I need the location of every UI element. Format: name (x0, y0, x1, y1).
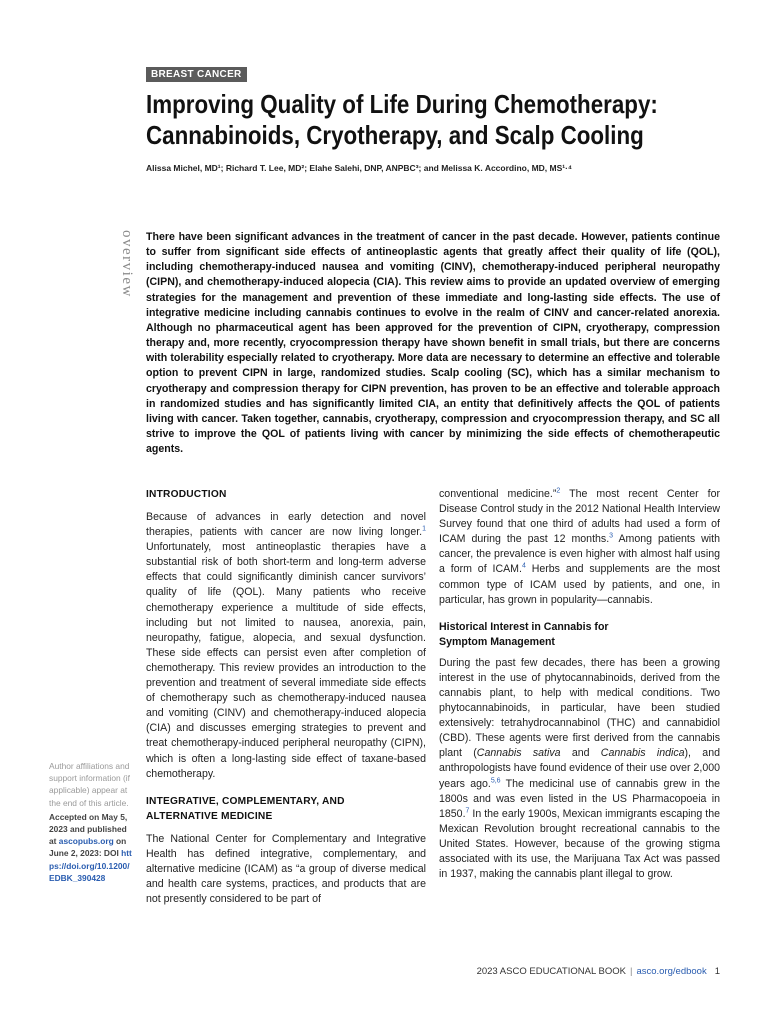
introduction-heading: INTRODUCTION (146, 489, 227, 500)
body-column-right (439, 487, 720, 882)
page-number: 1 (714, 966, 720, 977)
historical-interest-heading (439, 620, 720, 650)
intro-text-part-2: Unfortunately, most antineoplastic therapies have a substantial risk of both short-term and long-term adverse effects that could significantly diminish cancer survivors’ quality of life (QOL). Many patients who receive chemotherapy experience a multitude of side effects, including but not limited to nausea, anorexia, pain, neuropathy, fatigue, alopecia, and sexual dysfunction. These side effects can persist even after completion of chemotherapy. This review provides an introduction to the prevention and treatment of several immediate side effects of chemotherapy such as chemotherapy-induced nausea and vomiting (CINV) and chemotherapy-induced alopecia (CIA) and discusses emerging strategies to prevent and treat chemotherapy-induced peripheral neuropathy (CIPN), which is often a long-lasting side effect of taxane-based chemotherapy. (146, 541, 426, 780)
icam-continued-paragraph (439, 487, 720, 608)
reference-link-4[interactable]: 4 (521, 562, 526, 570)
footer-separator: | (629, 966, 633, 977)
publication-info (49, 811, 133, 884)
abstract-text: There have been significant advances in the treatment of cancer in the past decade. However, patients continue to suffer from significant side effects of antineoplastic agents that greatly affect their quality of life (QOL), including chemotherapy-induced nausea and vomiting (CINV), chemotherapy-induced peripheral neuropathy (CIPN), and chemotherapy-induced alopecia (CIA). This review aims to provide an updated overview of emerging strategies for the management and prevention of these immediate and long-lasting side effects. The use of integrative medicine including cannabis continues to evolve in the realm of CINV and cancer-related anorexia. Although no pharmaceutical agent has been approved for the prevention of CIPN, cryotherapy, compression therapy and, more recently, cryocompression therapy have shown benefit in small trials, but there are concerns with tolerability especially related to cryotherapy. More data are necessary to determine an effective and tolerable option to prevent CIPN in large, randomized studies. Scalp cooling (SC), which has a similar mechanism to cryotherapy and compression therapy for CIPN prevention, has proven to be an effective and tolerable approach in randomized studies and has significantly limited CIA, an entity that definitively affects the QOL of patients living with cancer. Taken together, cannabis, cryotherapy, compression and cryocompression therapy, and SC all strive to improve the QOL of patients living with cancer by minimizing the side effects of chemotherapeutic agents. (146, 231, 720, 456)
species-indica: Cannabis indica (600, 747, 685, 760)
reference-link-3[interactable]: 3 (609, 532, 614, 540)
icam-cont-text-a: conventional medicine.” (439, 488, 557, 500)
reference-link-5-6[interactable]: 5,6 (490, 776, 501, 784)
body-column-left (146, 487, 426, 907)
affiliations-note: Author affiliations and support information (if applicable) appear at the end of this article. (49, 761, 130, 808)
article-title (146, 89, 662, 151)
intro-text-part-1: Because of advances in early detection and novel therapies, patients with cancer are now living longer. (146, 511, 426, 539)
author-list: Alissa Michel, MD¹; Richard T. Lee, MD²; Elahe Salehi, DNP, ANPBC³; and Melissa K. Accordino, MD, MS¹·⁴ (146, 163, 573, 173)
accepted-text-a: Accepted on May 5, 2023 and published at (49, 811, 128, 847)
hist-text-b: ), and anthropologists have found evidence of their use over 2,000 years ago. (439, 747, 720, 790)
historical-heading-line-1: Historical Interest in Cannabis for (439, 620, 609, 633)
sidebar-notes (49, 760, 133, 884)
icam-heading-line-1: INTEGRATIVE, COMPLEMENTARY, AND (146, 795, 345, 807)
icam-paragraph: The National Center for Complementary and Integrative Health has defined integrative, complementary, and alternative medicine (ICAM) as “a group of diverse medical and health care systems, practices, and products that are not presently considered to be part of (146, 832, 426, 906)
icam-cont-text-d: Herbs and supplements are the most common type of ICAM used by patients, and one, in particular, has grown in popularity—cannabis. (439, 563, 721, 606)
footer-book-title: 2023 ASCO EDUCATIONAL BOOK (476, 966, 626, 977)
reference-link-7[interactable]: 7 (465, 807, 470, 815)
hist-and: and (560, 747, 601, 760)
historical-paragraph (439, 656, 720, 882)
icam-cont-text-c: Among patients with cancer, the prevalence is even higher with almost half using a form of ICAM. (439, 533, 720, 576)
accepted-text-b: on June 2, 2023: DOI (49, 836, 127, 859)
doi-link[interactable]: https://doi.org/10.1200/EDBK_390428 (49, 848, 132, 883)
reference-link-2[interactable]: 2 (556, 487, 561, 495)
species-sativa: Cannabis sativa (476, 747, 561, 760)
article-title-line-2: Cannabinoids, Cryotherapy, and Scalp Cooling (146, 120, 644, 150)
ascopubs-link[interactable]: ascopubs.org (58, 836, 114, 847)
section-tag: BREAST CANCER (146, 67, 247, 82)
icam-heading (146, 794, 426, 824)
article-title-line-1: Improving Quality of Life During Chemotherapy: (146, 89, 658, 119)
overview-label: overview (119, 230, 135, 298)
historical-heading-line-2: Symptom Management (439, 635, 555, 648)
hist-text-c: The medicinal use of cannabis grew in the 1800s and was even listed in the US Pharmacopoeia in 1850. (439, 777, 720, 820)
icam-heading-line-2: ALTERNATIVE MEDICINE (146, 810, 273, 822)
icam-cont-text-b: The most recent Center for Disease Control study in the 2012 National Health Interview Survey found that one third of adults had used a form of ICAM during the past 12 months. (439, 488, 720, 546)
introduction-paragraph (146, 510, 426, 782)
reference-link-1[interactable]: 1 (422, 525, 426, 533)
footer-url-link[interactable]: asco.org/edbook (636, 966, 707, 977)
page-footer (477, 966, 720, 977)
hist-text-a: During the past few decades, there has been a growing interest in the use of phytocannabinoids, derived from the cannabis plant, to help with medical conditions. Two phytocannabinoids, in particular, have been studied extensively: tetrahydrocannabinol (THC) and cannabidiol (CBD). These agents were first derived from the cannabis plant ( (439, 656, 720, 760)
hist-text-d: In the early 1900s, Mexican immigrants escaping the Mexican Revolution brought recreational cannabis to the United States. However, because of the growing stigma associated with its use, the Marijuana Tax Act was passed in 1937, making the cannabis plant illegal to grow. (439, 807, 720, 881)
